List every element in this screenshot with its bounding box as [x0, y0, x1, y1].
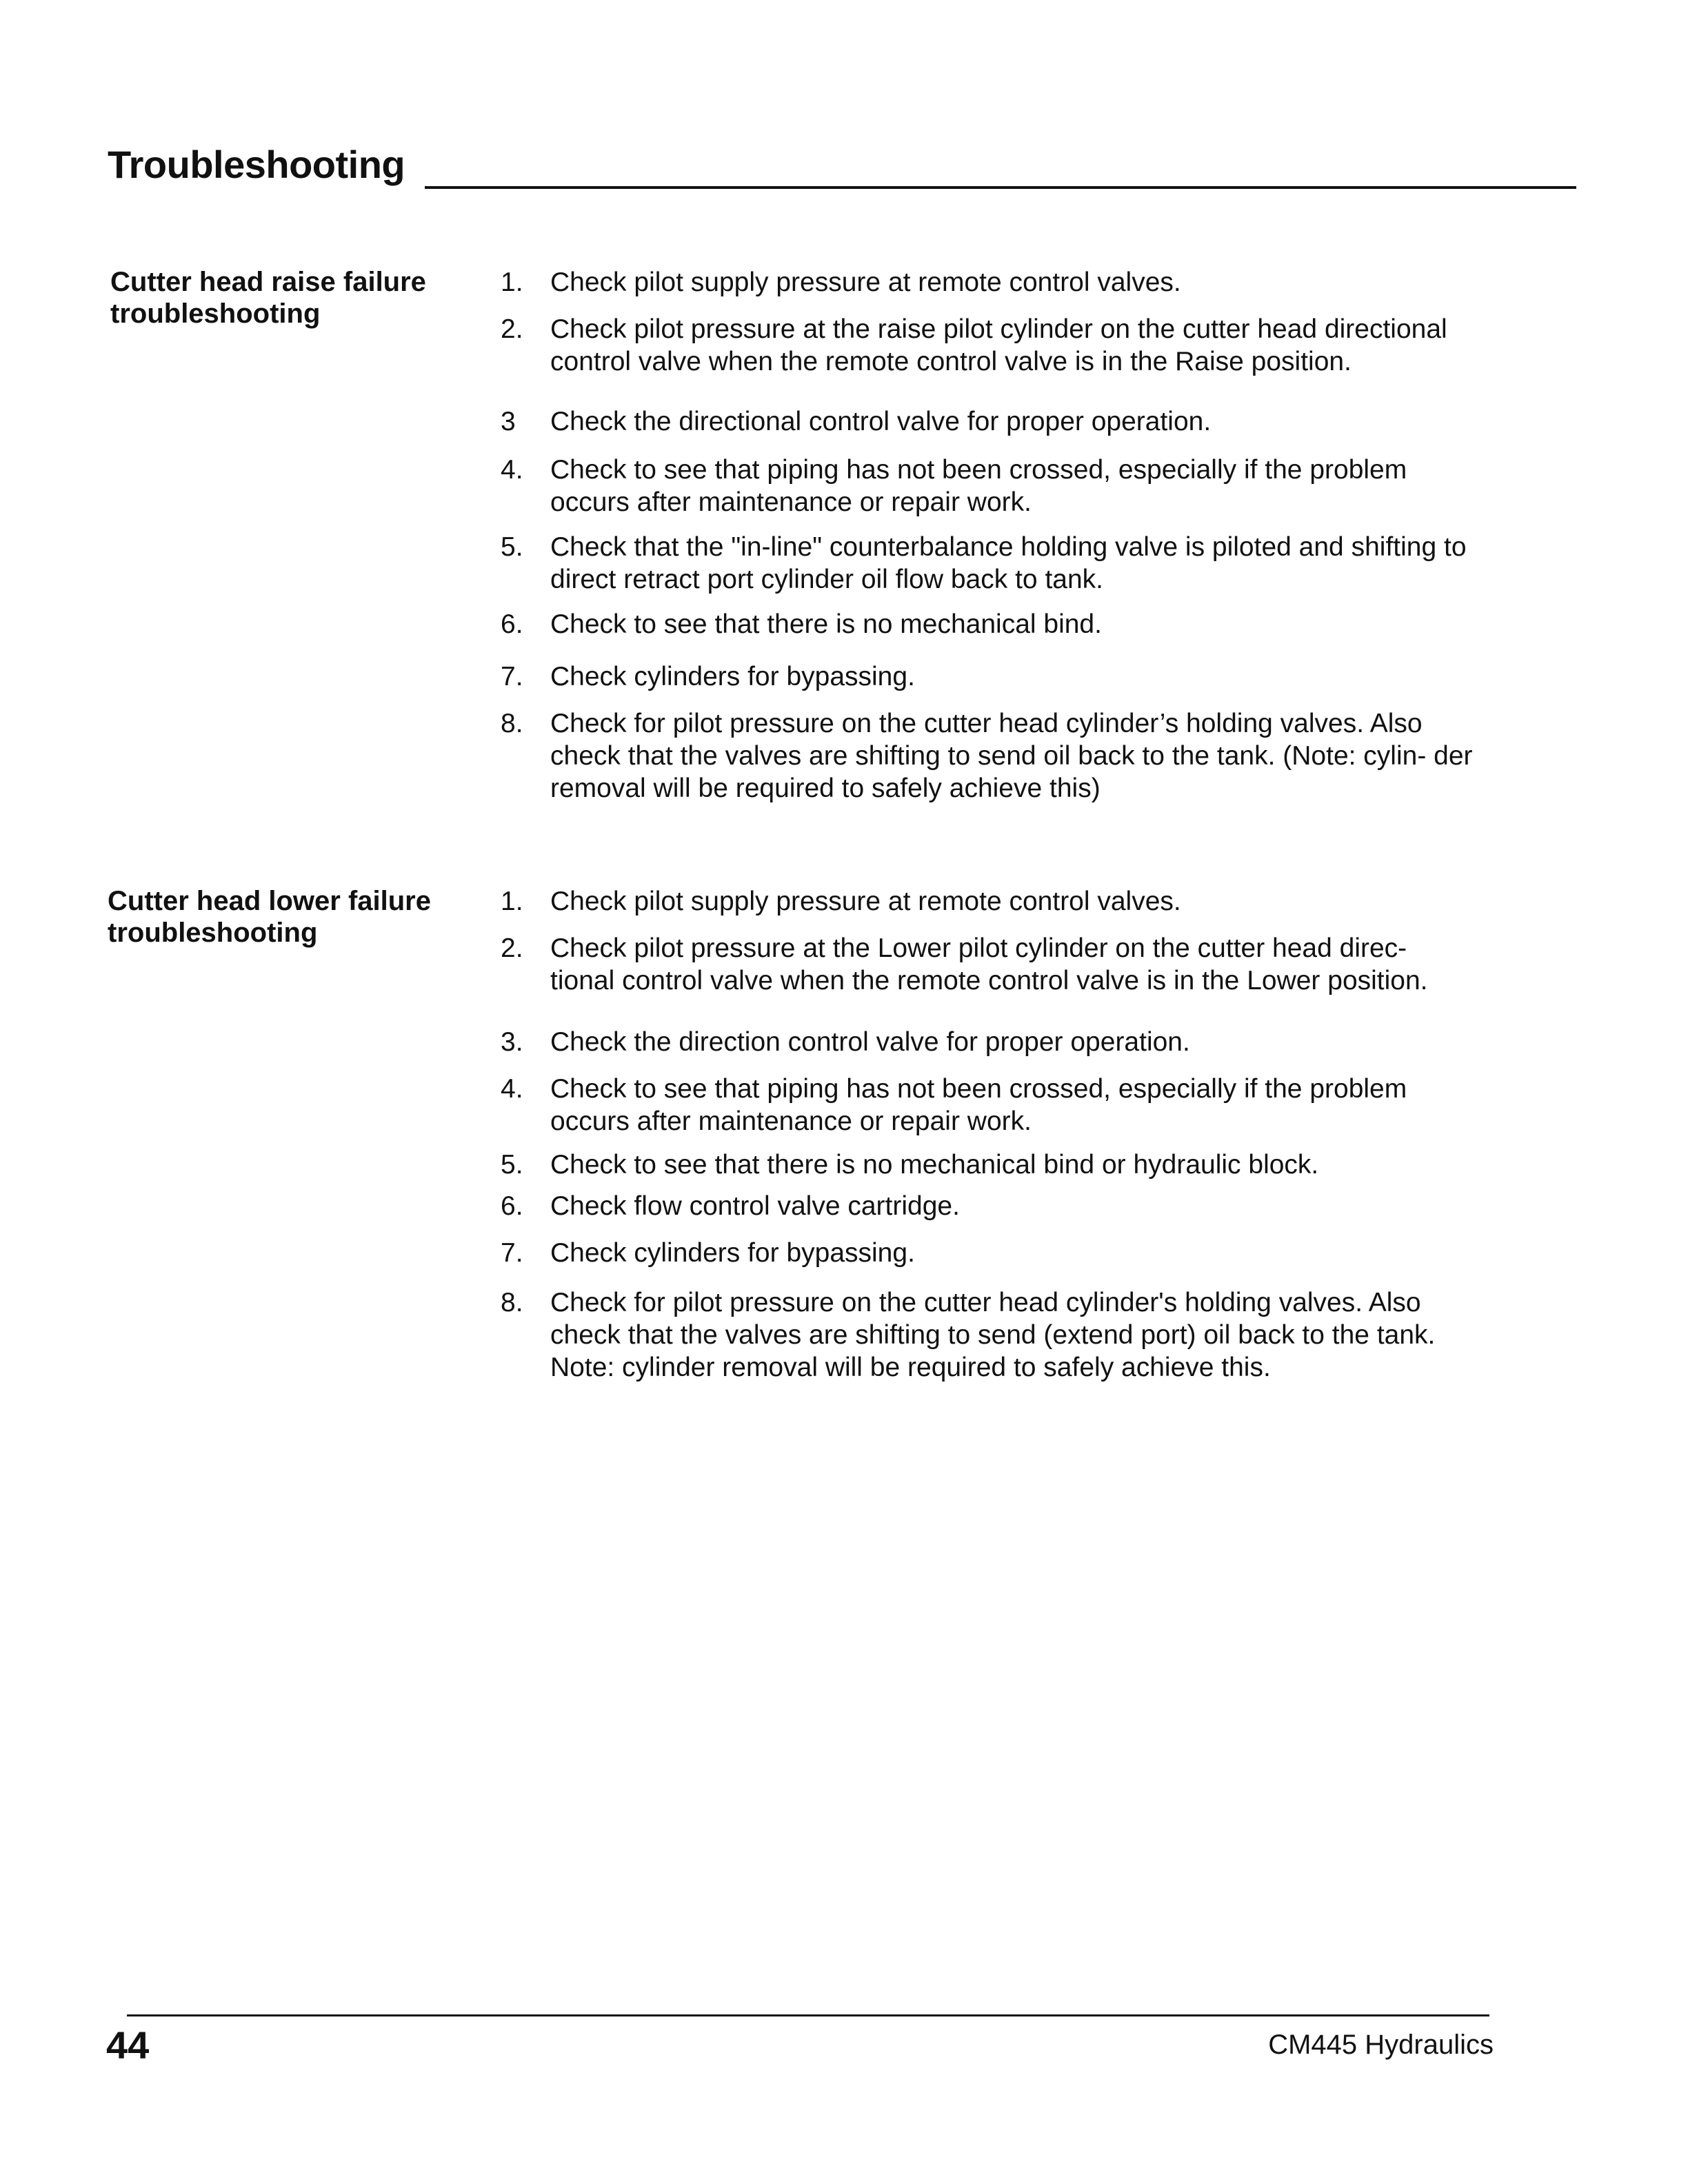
step-text: Check pilot supply pressure at remote control valves.: [550, 267, 1181, 297]
footer-rule: [127, 2014, 1489, 2016]
step-text: Check pilot pressure at the raise pilot cylinder on the cutter head directional control valve when the remote control valve is in the Raise position.: [550, 314, 1447, 376]
step-text: Check to see that piping has not been crossed, especially if the problem occurs after maintenance or repair work.: [550, 1074, 1407, 1136]
step-number: 8.: [501, 709, 523, 738]
step-number: 4.: [501, 1074, 523, 1104]
step-number: 7.: [501, 662, 523, 691]
step-text: Check the direction control valve for proper operation.: [550, 1027, 1190, 1057]
page-number: 44: [106, 2023, 150, 2067]
step-number: 2.: [501, 314, 523, 344]
step-text: Check for pilot pressure on the cutter head cylinder’s holding valves. Also check that the valves are shifting to send oil back to the tank. (Note: cylin- der removal will be required to safely achieve this): [550, 709, 1473, 803]
section-heading: Cutter head raise failure troubleshooting: [110, 267, 426, 329]
step-text: Check flow control valve cartridge.: [550, 1191, 960, 1221]
step-number: 5.: [501, 1150, 523, 1180]
step-number: 4.: [501, 455, 523, 485]
step-number: 7.: [501, 1238, 523, 1268]
step-text: Check to see that there is no mechanical bind.: [550, 609, 1102, 639]
section-heading: Cutter head lower failure troubleshooting: [108, 886, 431, 948]
step-text: Check that the "in-line" counterbalance holding valve is piloted and shifting to direct retract port cylinder oil flow back to tank.: [550, 532, 1467, 594]
step-number: 6.: [501, 609, 523, 639]
step-number: 1.: [501, 887, 523, 916]
step-text: Check for pilot pressure on the cutter head cylinder's holding valves. Also check that the valves are shifting to send (extend port) oil back to the tank. Note: cylinder removal will be required to safely achieve this.: [550, 1288, 1436, 1382]
step-text: Check to see that there is no mechanical bind or hydraulic block.: [550, 1150, 1319, 1180]
page-title: Troubleshooting: [108, 143, 405, 186]
title-rule: [425, 186, 1576, 189]
document-name: CM445 Hydraulics: [1268, 2030, 1494, 2060]
page-header: [108, 142, 1476, 190]
step-number: 5.: [501, 532, 523, 562]
step-text: Check pilot supply pressure at remote control valves.: [550, 887, 1181, 916]
step-number: 8.: [501, 1288, 523, 1317]
step-text: Check cylinders for bypassing.: [550, 662, 915, 691]
step-text: Check cylinders for bypassing.: [550, 1238, 915, 1268]
step-number: 3: [501, 407, 516, 436]
step-text: Check to see that piping has not been crossed, especially if the problem occurs after maintenance or repair work.: [550, 455, 1407, 517]
step-number: 2.: [501, 933, 523, 963]
step-text: Check the directional control valve for proper operation.: [550, 407, 1212, 436]
step-number: 3.: [501, 1027, 523, 1057]
step-number: 6.: [501, 1191, 523, 1221]
step-number: 1.: [501, 267, 523, 297]
step-text: Check pilot pressure at the Lower pilot cylinder on the cutter head direc- tional control valve when the remote control valve is in the Lower position.: [550, 933, 1428, 995]
